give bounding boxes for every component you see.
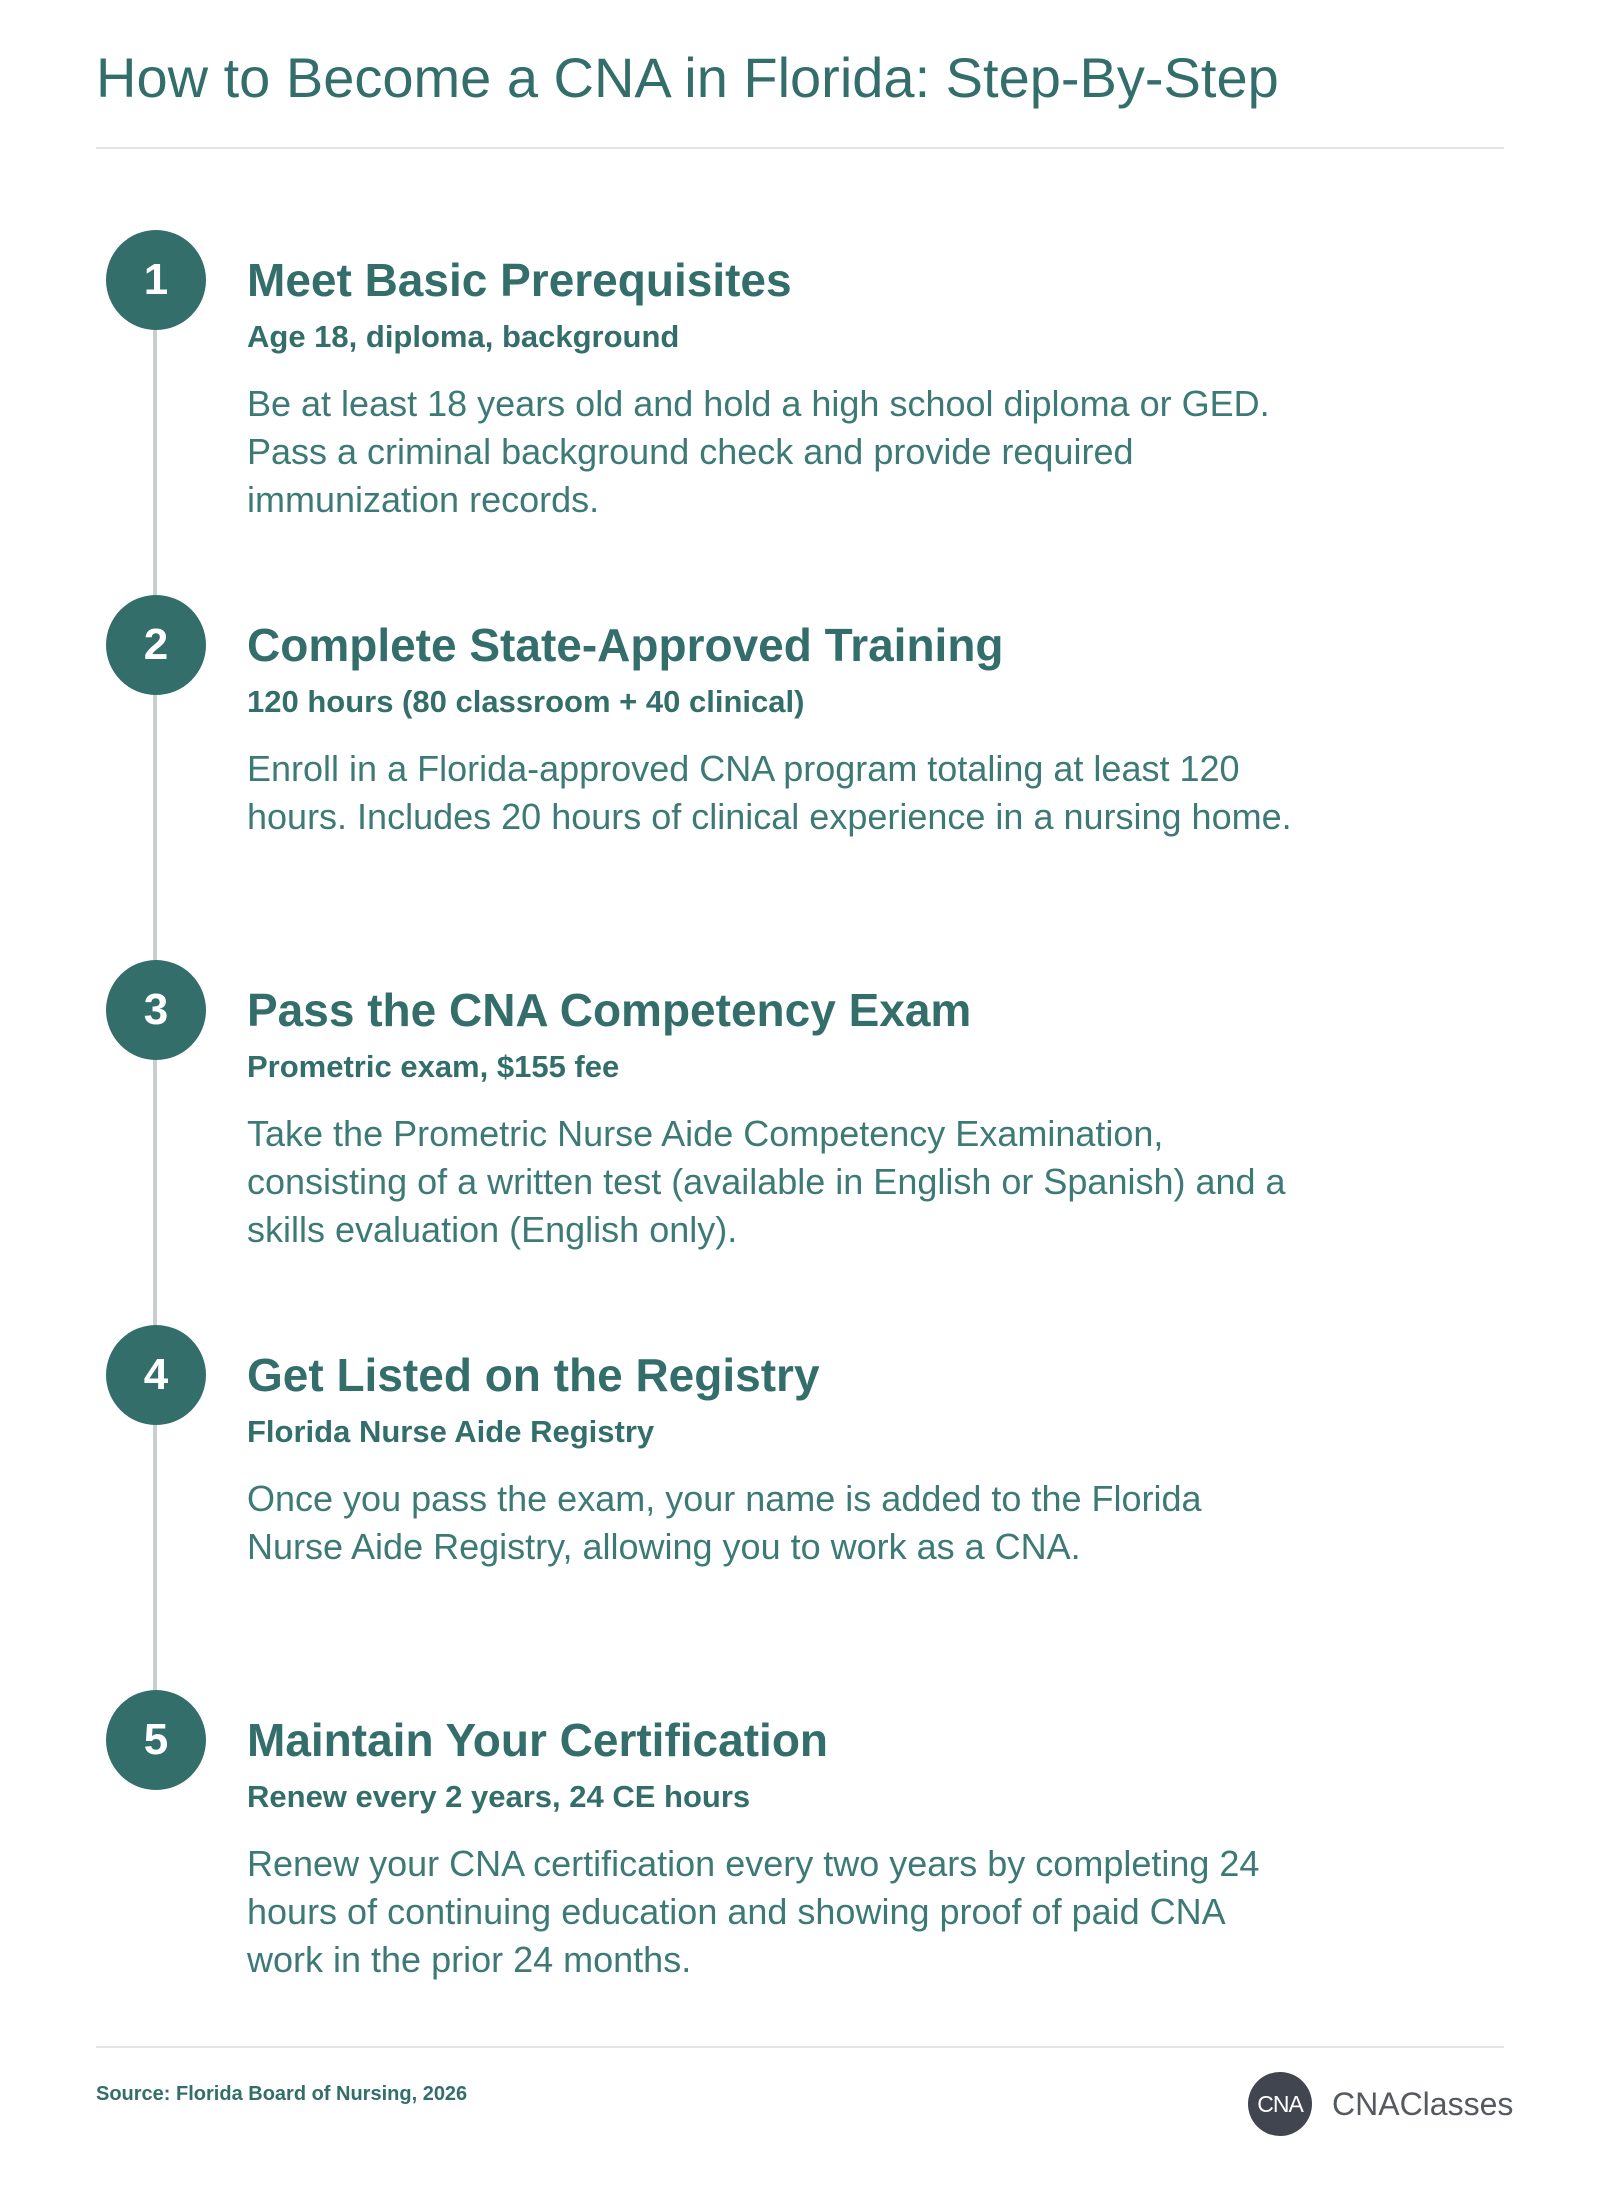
step-number-badge: 2 bbox=[106, 595, 206, 695]
step-title: Maintain Your Certification bbox=[247, 1714, 829, 1766]
step-number-badge: 3 bbox=[106, 960, 206, 1060]
step-title: Pass the CNA Competency Exam bbox=[247, 984, 972, 1036]
step-subtitle: Florida Nurse Aide Registry bbox=[247, 1414, 655, 1449]
step-subtitle: Age 18, diploma, background bbox=[247, 319, 680, 354]
brand-name: CNAClasses bbox=[1332, 2085, 1514, 2122]
step-title: Meet Basic Prerequisites bbox=[247, 254, 792, 306]
page-title: How to Become a CNA in Florida: Step-By-Step bbox=[96, 46, 1279, 109]
brand[interactable] bbox=[1248, 2072, 1513, 2136]
step-number-badge: 4 bbox=[106, 1325, 206, 1425]
step-subtitle: Prometric exam, $155 fee bbox=[247, 1049, 620, 1084]
step-number-badge: 1 bbox=[106, 230, 206, 330]
header-divider bbox=[96, 147, 1504, 149]
step-description: Take the Prometric Nurse Aide Competency Examination, consisting of a written test (available in English or Spanish) and a skills evaluation (English only). bbox=[247, 1113, 1286, 1250]
step-description: Once you pass the exam, your name is added to the Florida Nurse Aide Registry, allowing you to work as a CNA. bbox=[247, 1478, 1202, 1567]
step-description: Enroll in a Florida-approved CNA program totaling at least 120 hours. Includes 20 hours of clinical experience in a nursing home. bbox=[247, 748, 1292, 837]
step-number-badge: 5 bbox=[106, 1690, 206, 1790]
step-subtitle: Renew every 2 years, 24 CE hours bbox=[247, 1779, 751, 1814]
step-description: Renew your CNA certification every two years by completing 24 hours of continuing education and showing proof of paid CNA work in the prior 24 months. bbox=[247, 1843, 1260, 1980]
step-title: Get Listed on the Registry bbox=[247, 1349, 820, 1401]
source-note: Source: Florida Board of Nursing, 2026 bbox=[96, 2083, 468, 2105]
brand-logo-icon: CNA bbox=[1248, 2072, 1312, 2136]
footer-divider bbox=[96, 2046, 1504, 2048]
step-subtitle: 120 hours (80 classroom + 40 clinical) bbox=[247, 684, 805, 719]
step-title: Complete State-Approved Training bbox=[247, 619, 1004, 671]
step-description: Be at least 18 years old and hold a high school diploma or GED. Pass a criminal background check and provide required immunization records. bbox=[247, 383, 1270, 520]
